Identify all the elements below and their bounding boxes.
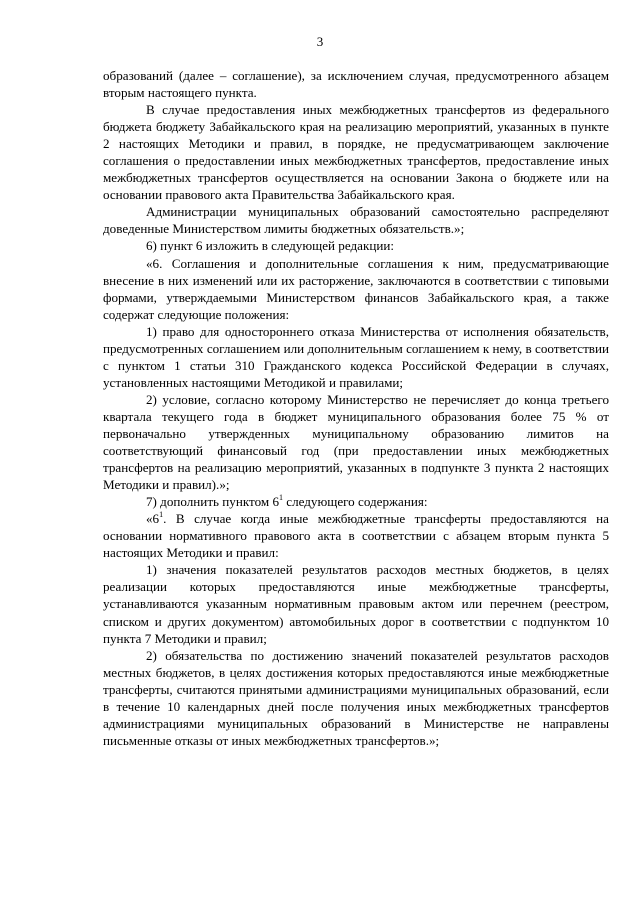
paragraph-text: следующего содержания: — [283, 494, 428, 510]
paragraph: «6. Соглашения и дополнительные соглашения к ним, предусматривающие внесение в них изменений или их расторжение, заключаются в соответствии с типовыми формами, утверждаемыми Министерством финансов Забайкальского края, а также содержат следующие положения: — [103, 255, 609, 322]
paragraph-text: 7) дополнить пунктом 6 — [146, 494, 279, 510]
paragraph-text: . В случае когда иные межбюджетные трансферты предоставляются на основании нормативного правового акта в соответствии с абзацем вторым пункта 5 настоящих Методики и правил: — [103, 511, 609, 561]
paragraph: 1) право для одностороннего отказа Министерства от исполнения обязательств, предусмотренных соглашением или дополнительным соглашением к нему, в соответствии с пунктом 1 статьи 310 Гражданского кодекса Российской Федерации в случаях, установленных настоящими Методикой и правилами; — [103, 323, 609, 390]
paragraph: 2) обязательства по достижению значений показателей результатов расходов местных бюджетов, в целях достижения которых предоставляются иные межбюджетные трансферты, считаются принятыми администрациями муниципальных образований, если в течение 10 календарных дней после получения иных межбюджетных трансфертов администрациями муниципальных образований в Министерстве не направлены письменные отказы от иных межбюджетных трансфертов.»; — [103, 647, 609, 748]
paragraph: 2) условие, согласно которому Министерство не перечисляет до конца третьего квартала текущего года в бюджет муниципального образования более 75 % от первоначально утвержденных муниципальному образованию лимитов на соответствующий финансовый год (при предоставлении иных межбюджетных трансфертов на реализацию мероприятий, указанных в подпункте 3 пункта 2 настоящих Методики и правил).»; — [103, 391, 609, 493]
page-number: 3 — [316, 34, 324, 49]
document-body — [103, 67, 609, 749]
superscript: 1 — [279, 493, 283, 503]
paragraph-item-6-1 — [103, 510, 609, 561]
paragraph-item-7 — [103, 493, 609, 510]
paragraph: 1) значения показателей результатов расходов местных бюджетов, в целях реализации которых предоставляются иные межбюджетные трансферты, устанавливаются указанным нормативным правовым актом или перечнем (реестром, списком и других документом) автомобильных дорог в соответствии с подпунктом 10 пункта 7 Методики и правил; — [103, 562, 609, 646]
superscript: 1 — [159, 510, 164, 520]
paragraph-text: «6 — [146, 511, 160, 527]
paragraph: 6) пункт 6 изложить в следующей редакции: — [146, 238, 394, 254]
paragraph: образований (далее – соглашение), за исключением случая, предусмотренного абзацем вторым настоящего пункта. — [103, 68, 609, 101]
paragraph: В случае предоставления иных межбюджетных трансфертов из федерального бюджета бюджету Забайкальского края на реализацию мероприятий, указанных в пункте 2 настоящих Методики и правил, в порядке, не предусматривающем заключение соглашения о предоставлении иных межбюджетных трансфертов, предоставление иных межбюджетных трансфертов осуществляется на основании Закона о бюджете или на основании правового акта Правительства Забайкальского края. — [103, 102, 609, 203]
paragraph: Администрации муниципальных образований самостоятельно распределяют доведенные Министерством лимиты бюджетных обязательств.»; — [103, 204, 609, 237]
